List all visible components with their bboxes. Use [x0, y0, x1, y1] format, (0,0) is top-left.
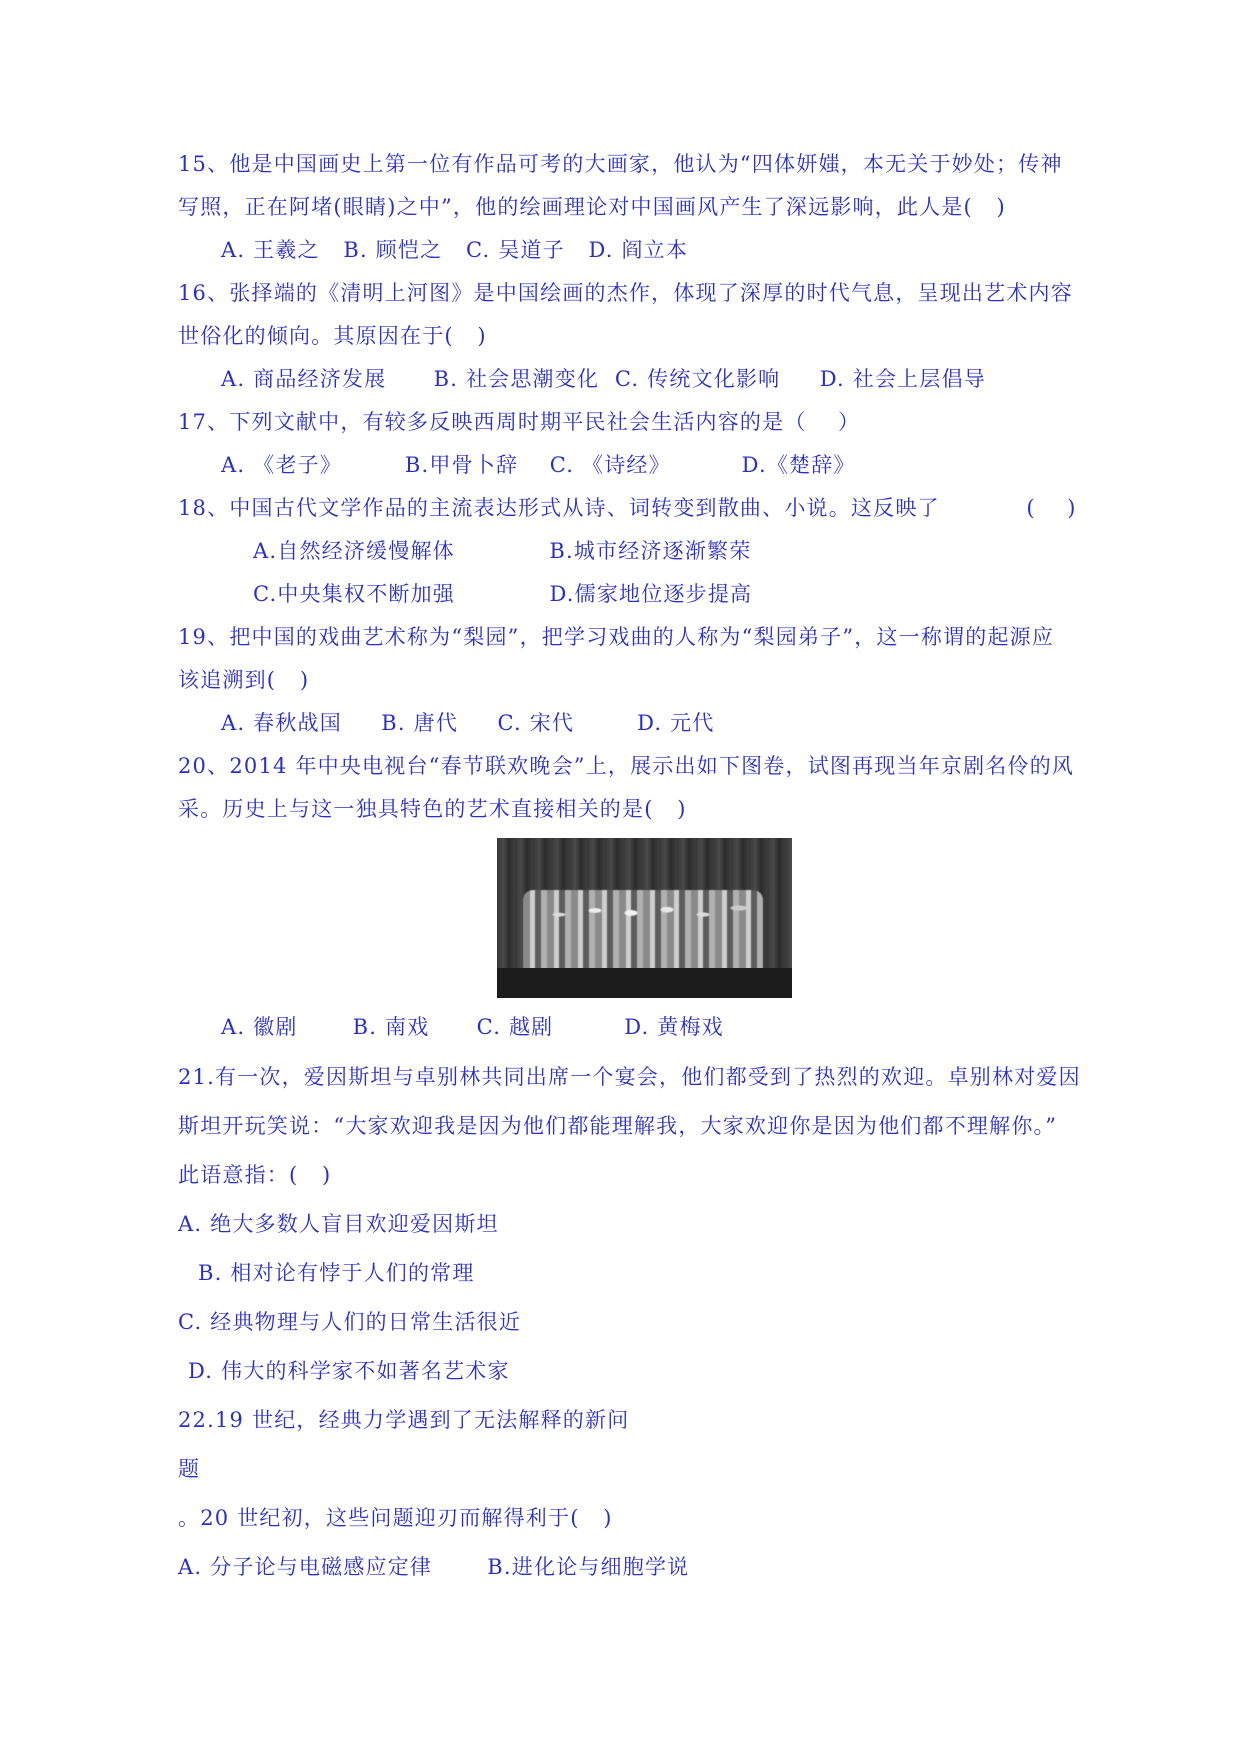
question-21-option-b: B. 相对论有悖于人们的常理	[198, 1261, 475, 1285]
question-21-line-1: 21.有一次，爱因斯坦与卓别林共同出席一个宴会，他们都受到了热烈的欢迎。卓别林对爱因	[178, 1065, 1081, 1089]
question-16-line-2: 世俗化的倾向。其原因在于( )	[178, 324, 487, 348]
performers-group	[523, 890, 763, 972]
question-21-line-2: 斯坦开玩笑说：“大家欢迎我是因为他们都能理解我，大家欢迎你是因为他们都不理解你。”	[178, 1114, 1058, 1138]
question-21-option-d: D. 伟大的科学家不如著名艺术家	[188, 1359, 510, 1383]
question-15-options: A. 王羲之 B. 顾恺之 C. 吴道子 D. 阎立本	[221, 238, 689, 262]
question-22-options-ab: A. 分子论与电磁感应定律 B.进化论与细胞学说	[178, 1555, 690, 1579]
question-18-stem: 18、中国古代文学作品的主流表达形式从诗、词转变到散曲、小说。这反映了 ( )	[178, 496, 1077, 520]
question-15-line-2: 写照，正在阿堵(眼睛)之中”，他的绘画理论对中国画风产生了深远影响，此人是( )	[178, 195, 1006, 219]
question-18-options-cd: C.中央集权不断加强 D.儒家地位逐步提高	[253, 582, 753, 606]
question-21-line-3: 此语意指：( )	[178, 1163, 332, 1187]
question-22-line-3: 。20 世纪初，这些问题迎刃而解得利于( )	[178, 1506, 613, 1530]
question-19-line-2: 该追溯到( )	[178, 668, 310, 692]
question-21-option-c: C. 经典物理与人们的日常生活很近	[178, 1310, 522, 1334]
question-16-line-1: 16、张择端的《清明上河图》是中国绘画的杰作，体现了深厚的时代气息，呈现出艺术内容	[178, 281, 1073, 305]
question-16-options: A. 商品经济发展 B. 社会思潮变化 C. 传统文化影响 D. 社会上层倡导	[221, 367, 986, 391]
question-15-line-1: 15、他是中国画史上第一位有作品可考的大画家，他认为“四体妍媸，本无关于妙处；传神	[178, 152, 1063, 176]
question-20-line-1: 20、2014 年中央电视台“春节联欢晚会”上，展示出如下图卷，试图再现当年京剧名伶的风	[178, 754, 1075, 778]
stage-floor	[497, 968, 792, 998]
question-22-line-1: 22.19 世纪，经典力学遇到了无法解释的新问	[178, 1408, 630, 1432]
question-19-options: A. 春秋战国 B. 唐代 C. 宋代 D. 元代	[221, 711, 715, 735]
question-18-options-ab: A.自然经济缓慢解体 B.城市经济逐渐繁荣	[253, 539, 752, 563]
question-20-line-2: 采。历史上与这一独具特色的艺术直接相关的是( )	[178, 797, 687, 821]
question-21-option-a: A. 绝大多数人盲目欢迎爱因斯坦	[178, 1212, 499, 1236]
question-19-line-1: 19、把中国的戏曲艺术称为“梨园”，把学习戏曲的人称为“梨园弟子”，这一称谓的起源应	[178, 625, 1055, 649]
question-17-stem: 17、下列文献中，有较多反映西周时期平民社会生活内容的是（ ）	[178, 410, 861, 434]
question-20-options: A. 徽剧 B. 南戏 C. 越剧 D. 黄梅戏	[221, 1015, 724, 1039]
question-17-options: A. 《老子》 B.甲骨卜辞 C. 《诗经》 D.《楚辞》	[221, 453, 856, 477]
opera-performers-photo	[497, 838, 792, 998]
question-22-line-2: 题	[178, 1457, 201, 1481]
